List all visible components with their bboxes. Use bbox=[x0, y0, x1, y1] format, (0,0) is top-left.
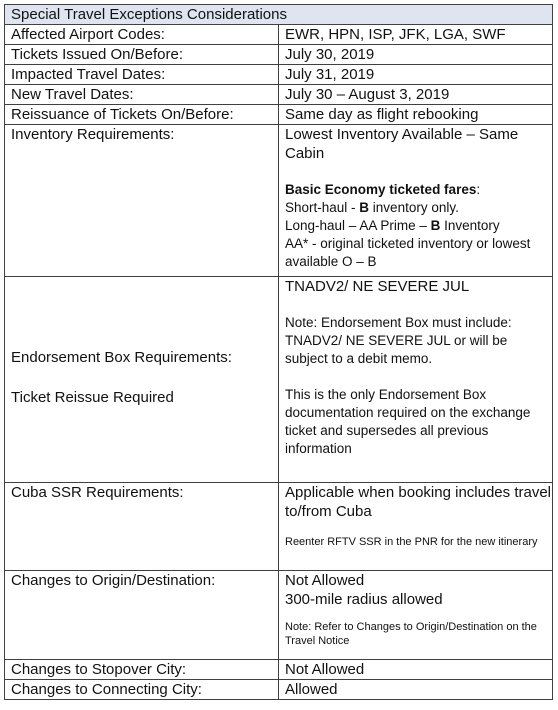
row-label-airports: Affected Airport Codes: bbox=[5, 25, 279, 45]
row-value-newdates: July 30 – August 3, 2019 bbox=[279, 85, 553, 105]
table-row bbox=[5, 65, 553, 85]
row-label-origin: Changes to Origin/Destination: bbox=[5, 571, 279, 660]
row-value-connecting: Allowed bbox=[279, 680, 553, 700]
inventory-long-haul: Long-haul – AA Prime – B Inventory bbox=[285, 218, 500, 233]
cuba-note: Reenter RFTV SSR in the PNR for the new itinerary bbox=[285, 536, 538, 548]
table-row-cuba bbox=[5, 483, 553, 571]
inventory-basic-heading: Basic Economy ticketed fares: bbox=[285, 182, 481, 197]
row-value-origin bbox=[279, 571, 553, 660]
row-label-inventory: Inventory Requirements: bbox=[5, 125, 279, 277]
row-value-impacted: July 31, 2019 bbox=[279, 65, 553, 85]
cuba-applicable: Applicable when booking includes travel to/from Cuba bbox=[285, 484, 552, 520]
row-label-newdates: New Travel Dates: bbox=[5, 85, 279, 105]
row-value-reissue: Same day as flight rebooking bbox=[279, 105, 553, 125]
ticket-reissue-label: Ticket Reissue Required bbox=[11, 389, 174, 406]
table-title: Special Travel Exceptions Considerations bbox=[5, 5, 553, 25]
origin-note: Note: Refer to Changes to Origin/Destination on the Travel Notice bbox=[285, 621, 537, 647]
row-label-endorsement bbox=[5, 277, 279, 483]
table-row bbox=[5, 105, 553, 125]
table-header-row bbox=[5, 5, 553, 25]
table-row-origin bbox=[5, 571, 553, 660]
inventory-lowest: Lowest Inventory Available – Same Cabin bbox=[285, 126, 519, 162]
row-value-inventory bbox=[279, 125, 553, 277]
table-row-inventory bbox=[5, 125, 553, 277]
row-label-impacted: Impacted Travel Dates: bbox=[5, 65, 279, 85]
endorsement-label: Endorsement Box Requirements: bbox=[11, 349, 232, 366]
table-row bbox=[5, 680, 553, 700]
origin-radius: 300-mile radius allowed bbox=[285, 591, 443, 608]
row-value-cuba bbox=[279, 483, 553, 571]
row-value-issued: July 30, 2019 bbox=[279, 45, 553, 65]
table-row bbox=[5, 660, 553, 680]
inventory-aa-star: AA* - original ticketed inventory or lowest available O – B bbox=[285, 236, 531, 269]
table-row bbox=[5, 85, 553, 105]
row-value-airports: EWR, HPN, ISP, JFK, LGA, SWF bbox=[279, 25, 553, 45]
table-row bbox=[5, 45, 553, 65]
endorsement-only: This is the only Endorsement Box documentation required on the exchange ticket and supersedes all previous information bbox=[285, 387, 531, 456]
table-row bbox=[5, 25, 553, 45]
inventory-short-haul: Short-haul - B inventory only. bbox=[285, 200, 459, 215]
row-label-issued: Tickets Issued On/Before: bbox=[5, 45, 279, 65]
row-label-cuba: Cuba SSR Requirements: bbox=[5, 483, 279, 571]
row-value-stopover: Not Allowed bbox=[279, 660, 553, 680]
row-label-stopover: Changes to Stopover City: bbox=[5, 660, 279, 680]
table-row-endorsement bbox=[5, 277, 553, 483]
origin-not-allowed: Not Allowed bbox=[285, 572, 365, 589]
row-label-reissue: Reissuance of Tickets On/Before: bbox=[5, 105, 279, 125]
row-value-endorsement bbox=[279, 277, 553, 483]
endorsement-code: TNADV2/ NE SEVERE JUL bbox=[285, 278, 470, 295]
exceptions-table bbox=[4, 4, 553, 700]
endorsement-note: Note: Endorsement Box must include: TNADV2/ NE SEVERE JUL or will be subject to a debit memo. bbox=[285, 315, 512, 366]
row-label-connecting: Changes to Connecting City: bbox=[5, 680, 279, 700]
